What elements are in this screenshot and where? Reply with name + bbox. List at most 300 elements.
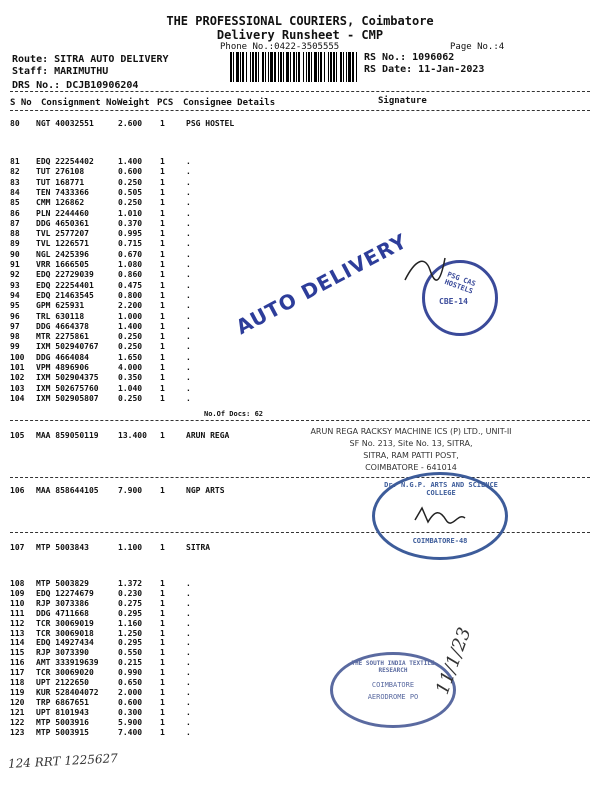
row-weight: 0.250 <box>118 198 143 208</box>
barcode-bar <box>268 52 269 82</box>
barcode-bar <box>278 52 279 82</box>
barcode-bar <box>230 52 232 82</box>
row-weight: 0.715 <box>118 239 143 249</box>
signature-dot: . <box>186 628 191 638</box>
row-sno: 95 <box>10 301 20 311</box>
row-weight: 0.800 <box>118 290 143 300</box>
row-pcs: 1 <box>160 579 165 588</box>
divider <box>10 420 590 421</box>
row-weight: 0.670 <box>118 249 143 259</box>
signature-dot: . <box>186 208 191 218</box>
row-pcs: 1 <box>160 363 165 372</box>
row-weight: 4.000 <box>118 363 143 372</box>
row-sno: 120 <box>10 697 25 707</box>
barcode-bar <box>328 52 329 82</box>
row-sno: 110 <box>10 598 25 608</box>
row-sno: 96 <box>10 311 20 321</box>
signature-dot: . <box>186 373 191 383</box>
signature-dot: . <box>186 717 191 727</box>
row-pcs: 1 <box>160 717 165 727</box>
row-weight: 0.475 <box>118 280 143 290</box>
signature-dot: . <box>186 618 191 628</box>
table-row <box>10 718 590 728</box>
signature-dot: . <box>186 301 191 311</box>
barcode-bar <box>320 52 322 82</box>
table-row <box>10 353 590 363</box>
row-sno: 122 <box>10 717 25 727</box>
signature-dot: . <box>186 383 191 393</box>
barcode-bar <box>336 52 337 82</box>
signature-dot: . <box>186 658 191 668</box>
stamp-text: Dr. N.G.P. ARTS AND SCIENCE COLLEGE <box>384 481 498 497</box>
row-pcs: 1 <box>160 311 165 321</box>
barcode-bar <box>352 52 354 82</box>
row-consignee: PSG HOSTEL <box>186 119 235 128</box>
row-sno: 119 <box>10 687 25 697</box>
row-consignment: RJP 3073390 <box>36 648 89 658</box>
row-consignment: EDQ 21463545 <box>36 290 94 300</box>
barcode-bar <box>348 52 351 82</box>
row-weight: 1.080 <box>118 260 143 269</box>
stamp-city: COIMBATORE-48 <box>412 537 468 545</box>
row-consignment: IXM 502904375 <box>36 373 99 383</box>
row-weight: 0.650 <box>118 678 143 687</box>
row-consignment: VRR 1666505 <box>36 260 89 269</box>
row-sno: 88 <box>10 229 20 239</box>
row-pcs: 1 <box>160 198 165 208</box>
barcode-bar <box>293 52 295 82</box>
row-consignment: TEN 7433366 <box>36 187 89 197</box>
table-row <box>10 619 590 629</box>
row-sno: 91 <box>10 260 20 269</box>
row-pcs: 1 <box>160 249 165 259</box>
table-row <box>10 678 590 688</box>
row-consignment: AMT 333919639 <box>36 658 99 668</box>
row-sno: 109 <box>10 588 25 598</box>
row-consignment: UPT 8101943 <box>36 707 89 717</box>
barcode-bar <box>340 52 342 82</box>
row-weight: 0.550 <box>118 648 143 658</box>
row-weight: 0.250 <box>118 332 143 342</box>
barcode-bar <box>274 52 276 82</box>
signature-dot: . <box>186 290 191 300</box>
row-pcs: 1 <box>160 707 165 717</box>
barcode-bar <box>258 52 259 82</box>
table-row <box>10 250 590 260</box>
row-pcs: 1 <box>160 239 165 249</box>
table-row <box>10 157 590 167</box>
row-sno: 123 <box>10 727 25 737</box>
row-sno: 89 <box>10 239 20 249</box>
table-row <box>10 688 590 698</box>
signature-dot: . <box>186 270 191 280</box>
row-consignment: EDQ 22254401 <box>36 280 94 290</box>
signature-dot: . <box>186 707 191 717</box>
row-pcs: 1 <box>160 218 165 228</box>
barcode-bar <box>250 52 251 82</box>
row-sno: 85 <box>10 198 20 208</box>
table-row <box>10 589 590 599</box>
row-consignment: IXM 502940767 <box>36 342 99 352</box>
rs-date: RS Date: 11-Jan-2023 <box>364 64 485 75</box>
signature-dot: . <box>186 177 191 187</box>
row-sno: 104 <box>10 393 25 403</box>
table-row <box>10 609 590 619</box>
table-row <box>10 728 590 738</box>
row-consignment: TCR 30069018 <box>36 628 94 638</box>
row-weight: 1.000 <box>118 311 143 321</box>
row-weight: 1.100 <box>118 543 143 552</box>
row-pcs: 1 <box>160 290 165 300</box>
handwritten-row-124: 124 RRT 1225627 <box>7 751 119 771</box>
row-sno: 92 <box>10 270 20 280</box>
row-consignment: TVL 1226571 <box>36 239 89 249</box>
row-sno: 111 <box>10 608 25 618</box>
row-weight: 0.250 <box>118 177 143 187</box>
col-signature: Signature <box>378 96 427 106</box>
row-pcs: 1 <box>160 431 165 440</box>
row-consignment: MTP 5003915 <box>36 727 89 737</box>
signature-dot: . <box>186 678 191 687</box>
barcode-bar <box>233 52 234 82</box>
stamp-addr: AERODROME PO <box>367 693 419 701</box>
row-pcs: 1 <box>160 352 165 362</box>
row-pcs: 1 <box>160 157 165 166</box>
row-weight: 0.505 <box>118 187 143 197</box>
rs-number: RS No.: 1096062 <box>364 52 455 63</box>
col-weight: Weight <box>117 98 150 108</box>
row-weight: 0.600 <box>118 167 143 177</box>
row-sno: 99 <box>10 342 20 352</box>
barcode-bar <box>270 52 273 82</box>
row-weight: 1.372 <box>118 579 143 588</box>
row-consignment: MTP 5003829 <box>36 579 89 588</box>
row-weight: 13.400 <box>118 431 147 440</box>
stamp-text: THE SOUTH INDIA TEXTILE RESEARCH <box>351 660 435 674</box>
row-pcs: 1 <box>160 187 165 197</box>
row-weight: 7.900 <box>118 486 143 495</box>
row-weight: 0.295 <box>118 638 143 648</box>
signature-dot: . <box>186 697 191 707</box>
row-sno: 83 <box>10 177 20 187</box>
divider <box>10 91 590 92</box>
row-pcs: 1 <box>160 260 165 269</box>
company-title: THE PROFESSIONAL COURIERS, Coimbatore <box>166 14 434 28</box>
barcode-bar <box>324 52 325 82</box>
row-consignment: GPM 625931 <box>36 301 85 311</box>
row-weight: 1.400 <box>118 321 143 331</box>
table-row <box>10 260 590 270</box>
signature-dot: . <box>186 321 191 331</box>
row-weight: 1.650 <box>118 352 143 362</box>
row-sno: 115 <box>10 648 25 658</box>
table-row <box>10 198 590 208</box>
table-row <box>10 229 590 239</box>
signature-mark <box>400 250 450 290</box>
signature-dot: . <box>186 332 191 342</box>
row-consignee: SITRA <box>186 543 211 552</box>
stamp-line: ARUN REGA RACKSY MACHINE ICS (P) LTD., UNIT-II <box>310 427 512 436</box>
barcode-bar <box>346 52 347 82</box>
barcode <box>230 52 358 82</box>
row-weight: 0.350 <box>118 373 143 383</box>
row-weight: 0.990 <box>118 668 143 678</box>
signature-dot: . <box>186 187 191 197</box>
row-consignment: DDG 4711668 <box>36 608 89 618</box>
row-weight: 5.900 <box>118 717 143 727</box>
table-row <box>10 219 590 229</box>
row-sno: 81 <box>10 157 20 166</box>
signature-dot: . <box>186 588 191 598</box>
row-pcs: 1 <box>160 301 165 311</box>
row-pcs: 1 <box>160 628 165 638</box>
signature-dot: . <box>186 668 191 678</box>
row-weight: 0.250 <box>118 393 143 403</box>
row-weight: 7.400 <box>118 727 143 737</box>
row-sno: 105 <box>10 431 25 440</box>
row-weight: 2.600 <box>118 119 143 128</box>
row-weight: 0.295 <box>118 608 143 618</box>
row-consignment: VPM 4896906 <box>36 363 89 372</box>
barcode-bar <box>296 52 297 82</box>
row-consignment: EDQ 22729039 <box>36 270 94 280</box>
table-row <box>10 629 590 639</box>
col-pcs: PCS <box>157 98 174 108</box>
row-sno: 84 <box>10 187 20 197</box>
stamp-city: COIMBATORE <box>371 681 415 689</box>
signature-dot: . <box>186 638 191 648</box>
row-weight: 1.040 <box>118 383 143 393</box>
phone-number: Phone No.:0422-3505555 <box>220 42 340 52</box>
barcode-bar <box>306 52 307 82</box>
signature-dot: . <box>186 579 191 588</box>
stamp-date: CBE-14 <box>439 297 468 306</box>
row-sno: 100 <box>10 352 25 362</box>
row-weight: 0.230 <box>118 588 143 598</box>
row-pcs: 1 <box>160 280 165 290</box>
staff-label: Staff: MARIMUTHU <box>12 66 109 77</box>
row-weight: 0.250 <box>118 342 143 352</box>
table-row <box>10 209 590 219</box>
barcode-bar <box>343 52 344 82</box>
table-row <box>10 698 590 708</box>
barcode-bar <box>314 52 317 82</box>
barcode-bar <box>298 52 300 82</box>
row-pcs: 1 <box>160 342 165 352</box>
row-pcs: 1 <box>160 687 165 697</box>
row-pcs: 1 <box>160 588 165 598</box>
row-consignment: RJP 3073386 <box>36 598 89 608</box>
barcode-bar <box>303 52 304 82</box>
row-consignment: MTR 2275861 <box>36 332 89 342</box>
row-pcs: 1 <box>160 393 165 403</box>
signature-dot: . <box>186 352 191 362</box>
row-weight: 0.275 <box>118 598 143 608</box>
handwritten-date: 11/1/23 <box>432 624 476 698</box>
row-pcs: 1 <box>160 598 165 608</box>
row-weight: 0.215 <box>118 658 143 668</box>
stamp-line: SF No. 213, Site No. 13, SITRA, <box>349 439 473 448</box>
signature-dot: . <box>186 648 191 658</box>
divider <box>10 477 590 478</box>
row-pcs: 1 <box>160 119 165 128</box>
row-weight: 2.000 <box>118 687 143 697</box>
row-consignment: MTP 5003843 <box>36 543 89 552</box>
row-pcs: 1 <box>160 668 165 678</box>
stamp-line: COIMBATORE - 641014 <box>365 463 457 472</box>
barcode-bar <box>311 52 312 82</box>
table-row <box>10 188 590 198</box>
row-pcs: 1 <box>160 727 165 737</box>
row-weight: 2.200 <box>118 301 143 311</box>
barcode-bar <box>240 52 241 82</box>
row-sno: 87 <box>10 218 20 228</box>
row-sno: 86 <box>10 208 20 218</box>
row-pcs: 1 <box>160 270 165 280</box>
col-consignment: Consignment No <box>41 98 117 108</box>
row-consignment: MAA 858644105 <box>36 486 99 495</box>
row-sno: 103 <box>10 383 25 393</box>
row-pcs: 1 <box>160 543 165 552</box>
signature-dot: . <box>186 249 191 259</box>
table-row <box>10 322 590 332</box>
table-row <box>10 658 590 668</box>
row-pcs: 1 <box>160 678 165 687</box>
row-pcs: 1 <box>160 229 165 239</box>
document-title: Delivery Runsheet - CMP <box>216 28 384 42</box>
signature-dot: . <box>186 198 191 208</box>
row-weight: 0.300 <box>118 707 143 717</box>
table-row <box>10 384 590 394</box>
row-consignment: DDG 4664378 <box>36 321 89 331</box>
barcode-bar <box>330 52 332 82</box>
row-consignment: EDQ 14927434 <box>36 638 94 648</box>
table-row <box>10 239 590 249</box>
table-row <box>10 543 590 553</box>
row-weight: 0.995 <box>118 229 143 239</box>
signature-dot: . <box>186 311 191 321</box>
route-label: Route: SITRA AUTO DELIVERY <box>12 54 169 65</box>
signature-dot: . <box>186 363 191 372</box>
no-of-docs: No.Of Docs: 62 <box>204 410 264 418</box>
table-row <box>10 312 590 322</box>
signature-dot: . <box>186 342 191 352</box>
row-pcs: 1 <box>160 332 165 342</box>
row-consignment: TCR 30069020 <box>36 668 94 678</box>
page-number: Page No.:4 <box>450 42 505 52</box>
row-sno: 117 <box>10 668 25 678</box>
row-sno: 97 <box>10 321 20 331</box>
barcode-bar <box>290 52 291 82</box>
barcode-bar <box>308 52 310 82</box>
barcode-bar <box>280 52 282 82</box>
table-row <box>10 167 590 177</box>
table-row <box>10 638 590 648</box>
row-sno: 93 <box>10 280 20 290</box>
row-pcs: 1 <box>160 608 165 618</box>
row-consignment: DDG 4664084 <box>36 352 89 362</box>
barcode-bar <box>286 52 289 82</box>
row-consignment: IXM 502675760 <box>36 383 99 393</box>
row-sno: 112 <box>10 618 25 628</box>
row-consignment: TCR 30069019 <box>36 618 94 628</box>
table-row <box>10 373 590 383</box>
row-consignment: TRL 630118 <box>36 311 85 321</box>
barcode-bar <box>252 52 254 82</box>
signature-dot: . <box>186 280 191 290</box>
barcode-bar <box>318 52 319 82</box>
signature-dot: . <box>186 260 191 269</box>
row-weight: 0.600 <box>118 697 143 707</box>
row-weight: 1.010 <box>118 208 143 218</box>
row-pcs: 1 <box>160 486 165 495</box>
row-consignment: TRP 6867651 <box>36 697 89 707</box>
table-row <box>10 119 590 129</box>
row-weight: 1.400 <box>118 157 143 166</box>
row-pcs: 1 <box>160 618 165 628</box>
barcode-bar <box>283 52 284 82</box>
arun-rega-stamp <box>296 426 526 474</box>
row-sno: 80 <box>10 119 20 128</box>
row-pcs: 1 <box>160 638 165 648</box>
row-weight: 1.250 <box>118 628 143 638</box>
stamp-line: SITRA, RAM PATTI POST, <box>363 451 459 460</box>
auto-delivery-stamp: AUTO DELIVERY <box>232 228 412 340</box>
row-weight: 1.160 <box>118 618 143 628</box>
row-consignee: NGP ARTS <box>186 486 225 495</box>
row-consignee: ARUN REGA <box>186 431 230 440</box>
row-sno: 121 <box>10 707 25 717</box>
signature-dot: . <box>186 687 191 697</box>
row-sno: 102 <box>10 373 25 383</box>
barcode-bar <box>246 52 247 82</box>
row-consignment: MTP 5003916 <box>36 717 89 727</box>
barcode-bar <box>262 52 264 82</box>
barcode-bar <box>255 52 257 82</box>
row-consignment: NGT 40032551 <box>36 119 94 128</box>
row-pcs: 1 <box>160 321 165 331</box>
barcode-bar <box>242 52 244 82</box>
row-consignment: TUT 276108 <box>36 167 85 177</box>
table-row <box>10 178 590 188</box>
row-sno: 116 <box>10 658 25 668</box>
signature-dot: . <box>186 393 191 403</box>
row-sno: 113 <box>10 628 25 638</box>
row-consignment: KUR 528404072 <box>36 687 99 697</box>
drs-number: DRS No.: DCJB10906204 <box>12 80 139 91</box>
row-sno: 101 <box>10 363 25 372</box>
row-consignment: EDQ 12274679 <box>36 588 94 598</box>
row-pcs: 1 <box>160 177 165 187</box>
col-consignee: Consignee Details <box>183 98 276 108</box>
row-sno: 94 <box>10 290 20 300</box>
row-pcs: 1 <box>160 383 165 393</box>
table-row <box>10 708 590 718</box>
row-consignment: MAA 859050119 <box>36 431 99 440</box>
signature-dot: . <box>186 229 191 239</box>
row-consignment: UPT 2122650 <box>36 678 89 687</box>
table-row <box>10 342 590 352</box>
barcode-bar <box>236 52 239 82</box>
signature-dot: . <box>186 598 191 608</box>
signature-dot: . <box>186 218 191 228</box>
row-consignment: TUT 168771 <box>36 177 85 187</box>
row-consignment: DDG 4650361 <box>36 218 89 228</box>
table-row <box>10 648 590 658</box>
signature-dot: . <box>186 608 191 618</box>
row-consignment: IXM 502905807 <box>36 393 99 403</box>
row-sno: 114 <box>10 638 25 648</box>
